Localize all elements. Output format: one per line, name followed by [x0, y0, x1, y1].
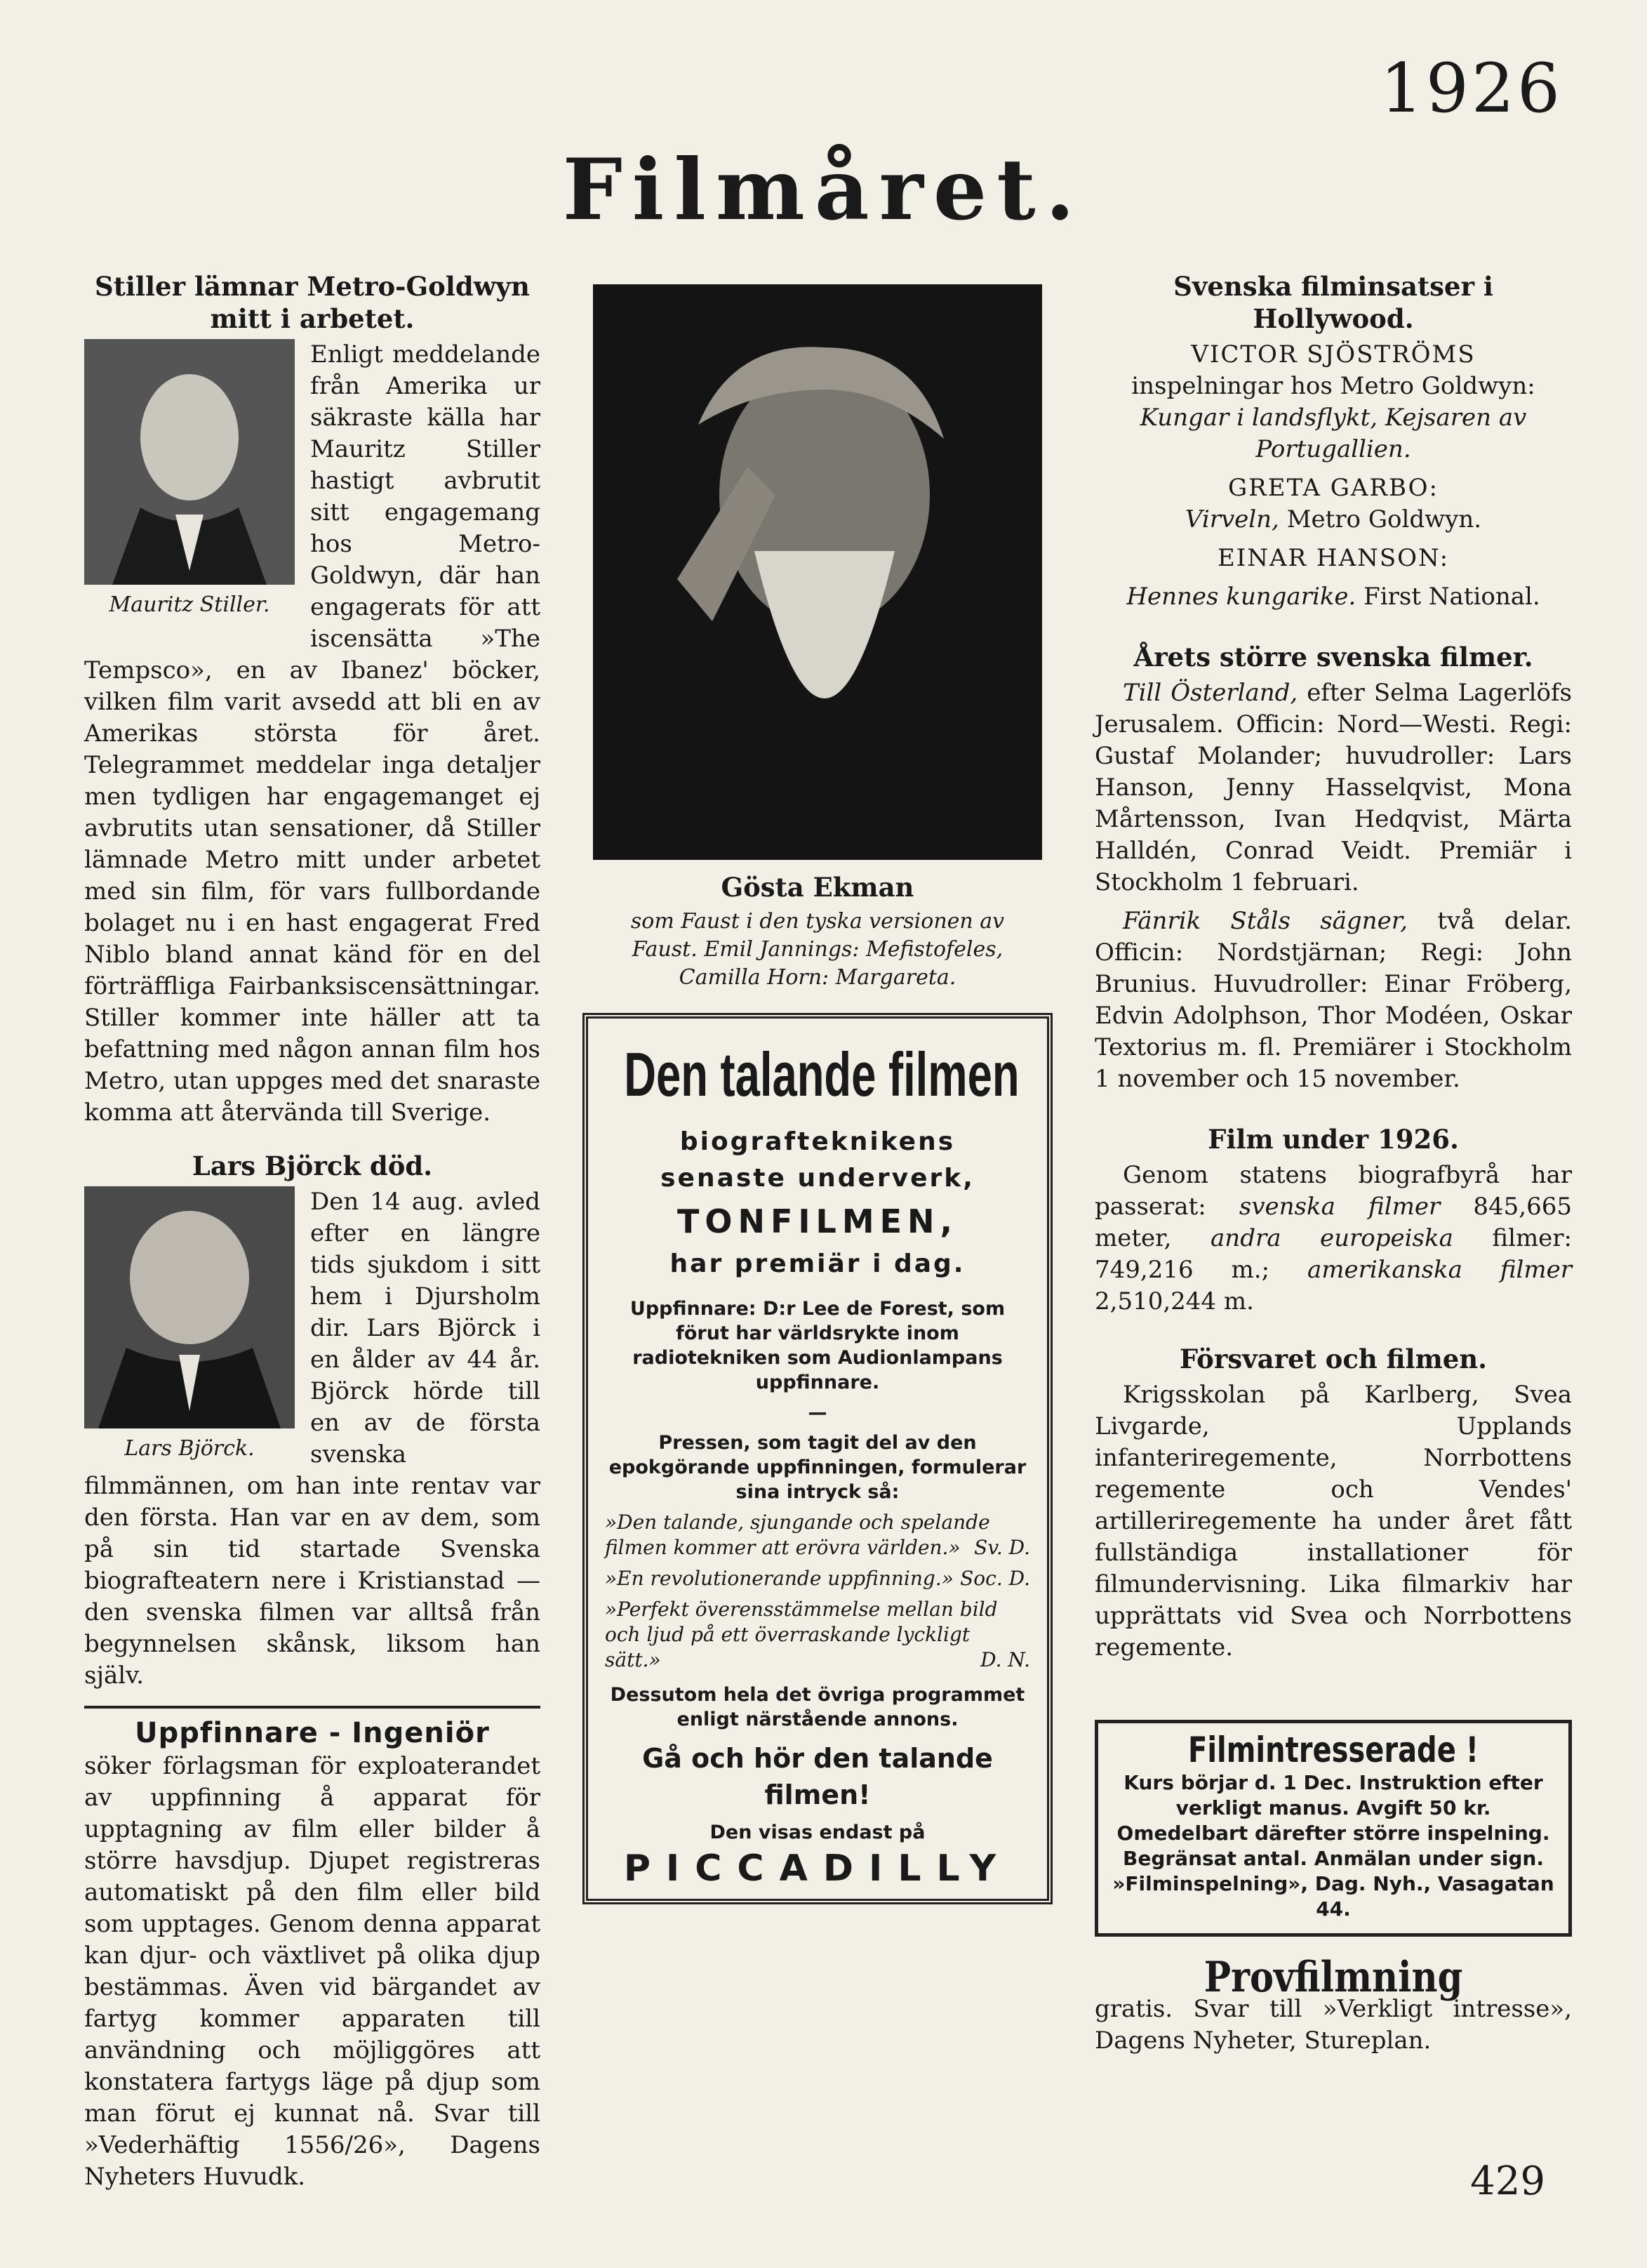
garbo-film: Virveln,	[1185, 505, 1279, 533]
forsvaret-heading: Försvaret och filmen.	[1179, 1344, 1488, 1374]
film2-text: två delar. Officin: Nordstjärnan; Regi: John Brunius. Huvudroller: Einar Fröberg, Edvin Adolphson, Thor Modéen, Oskar Textorius m. fl. Premiärer i Stockholm 1 november och 15 november.	[1095, 907, 1572, 1093]
portrait-icon	[84, 339, 295, 585]
middle-column	[582, 284, 1053, 1904]
sjostrom-name: VICTOR SJÖSTRÖMS	[1191, 340, 1476, 369]
provfilmning-heading: Provfilmning	[1203, 1953, 1463, 2002]
film1-entry	[1095, 677, 1572, 898]
year: 1926	[1380, 49, 1563, 128]
film1-text: efter Selma Lagerlöfs Jerusalem. Officin: Nord—Westi. Regi: Gustaf Molander; huvudroller: Lars Hanson, Jenny Hasselqvist, Mona Mårtensson, Ivan Hedqvist, Märta Halldén, Conrad Veidt. Premiär i Stockholm 1 februari.	[1095, 679, 1572, 896]
ad-call: Gå och hör den talande filmen!	[642, 1743, 993, 1810]
garbo-line	[1095, 504, 1572, 536]
hanson-studio: First National.	[1363, 583, 1540, 611]
andra-value: filmer: 749,216 m.;	[1095, 1224, 1573, 1284]
ad-inventor: Uppfinnare: D:r Lee de Forest, som förut har världsrykte inom radiotekniken som Audionlampans uppfinnare.	[629, 1298, 1006, 1393]
amer-label: amerikanska filmer	[1307, 1256, 1573, 1284]
stiller-text: Enligt meddelande från Amerika ur säkraste källa har Mauritz Stiller hastigt avbrutit sitt engagemang hos Metro-Goldwyn, där han engagerats för att iscensätta »The Tempsco», en av Ibanez' böcker, vilken film varit avsedd att bli en av Amerikas största för året. Telegrammet meddelar inga detaljer men tydligen har engagemanget ej avbrutits utan sensationer, då Stiller lämnade Metro mitt under arbetet med sin film, för vars fullbordande bolaget nu i en hast engagerat Fred Niblo bland annat känd för en del förträffliga Fairbanksiscensättningar. Stiller kommer inte häller att ta befattning med någon annan film hos Metro, utan uppges med det snaraste komma att återvända till Sverige.	[84, 340, 540, 1127]
ad-venue: PICCADILLY	[623, 1848, 1012, 1890]
amer-value: 2,510,244 m.	[1095, 1287, 1254, 1315]
ad-line-1: biografteknikens	[679, 1127, 956, 1156]
forsvaret-text: Krigsskolan på Karlberg, Svea Livgarde, Upplands infanteriregemente, Norrbottens regemente och Vendes' artilleriregemente ha under året fått fullständiga installationer för filmundervisning. Lika filmarkiv har upprättats vid Svea och Norrbottens regemente.	[1095, 1381, 1572, 1662]
ad-line-4: har premiär i dag.	[669, 1249, 966, 1278]
film1926-text	[1095, 1160, 1572, 1318]
ad-line-3: TONFILMEN,	[676, 1202, 958, 1240]
ekman-photo	[593, 284, 1042, 860]
sjostrom-text: inspelningar hos Metro Goldwyn:	[1131, 372, 1535, 400]
storre-heading: Årets större svenska filmer.	[1133, 642, 1533, 672]
ekman-name: Gösta Ekman	[721, 872, 914, 903]
ad-press-intro: Pressen, som tagit del av den epokgörande uppfinningen, formulerar sina intryck så:	[608, 1432, 1027, 1503]
svenska-label: svenska filmer	[1239, 1193, 1441, 1221]
svenska-value: 845,665 meter,	[1095, 1193, 1572, 1252]
portrait-icon	[593, 284, 1042, 860]
ad-quote	[605, 1510, 1030, 1560]
hanson-film: Hennes kungarike.	[1126, 583, 1356, 611]
film2-title: Fänrik Ståls sägner,	[1123, 907, 1408, 935]
bjorck-caption: Lars Björck.	[124, 1436, 255, 1461]
quote-source: Sv. D.	[974, 1536, 1030, 1559]
stiller-photo	[84, 339, 295, 621]
stiller-heading: Stiller lämnar Metro-Goldwyn mitt i arbetet.	[95, 271, 530, 334]
andra-label: andra europeiska	[1211, 1224, 1453, 1252]
ad-quote	[605, 1566, 1030, 1591]
uppfinnare-text: söker förlagsman för exploaterandet av uppfinning å apparat för upptagning av film eller bilder å större havsdjup. Djupet registreras automatiskt på den film eller bild som upptages. Genom denna apparat kan djur- och växtlivet på olika djup bestämmas. Även vid bärgandet av fartyg kommer apparaten till användning och möjliggöres att konstatera fartygs läge på djup som man förut ej kunnat nå. Svar till »Vederhäftig 1556/26», Dagens Nyheters Huvudk.	[84, 1752, 540, 2191]
hanson-name: EINAR HANSON:	[1217, 544, 1450, 572]
provfilmning-text: gratis. Svar till »Verkligt intresse», Dagens Nyheter, Stureplan.	[1095, 1995, 1572, 2055]
filmintresserade-text: Kurs börjar d. 1 Dec. Instruktion efter verkligt manus. Avgift 50 kr. Omedelbart därefter större inspelning. Begränsat antal. Anmälan under sign. »Filminspelning», Dag. Nyh., Vasagatan 44.	[1112, 1771, 1554, 1921]
page-number: 429	[1470, 2158, 1545, 2204]
uppfinnare-heading: Uppfinnare - Ingeniör	[135, 1717, 490, 1749]
garbo-studio: Metro Goldwyn.	[1286, 505, 1482, 533]
film2-entry	[1095, 906, 1572, 1095]
bjorck-photo	[84, 1186, 295, 1464]
portrait-image	[84, 339, 295, 585]
hanson-line	[1095, 581, 1572, 613]
ekman-caption: som Faust i den tyska versionen av Faust. Emil Jannings: Mefistofeles, Camilla Horn: Margareta.	[630, 909, 1005, 990]
left-column	[84, 270, 540, 2193]
ad-shown: Den visas endast på	[709, 1822, 926, 1843]
ad-dash: —	[808, 1402, 827, 1424]
right-column	[1095, 270, 1572, 2057]
hollywood-heading: Svenska filminsatser i Hollywood.	[1173, 271, 1493, 334]
quote-text: »En revolutionerande uppfinning.»	[605, 1567, 954, 1590]
sjostrom-films: Kungar i landsflykt, Kejsaren av Portugallien.	[1140, 404, 1527, 463]
film1926-intro: Genom statens biografbyrå har passerat:	[1095, 1161, 1572, 1221]
quote-source: Soc. D.	[960, 1567, 1030, 1590]
garbo-name: GRETA GARBO:	[1227, 474, 1439, 502]
quote-source: D. N.	[980, 1648, 1030, 1671]
bjorck-heading: Lars Björck död.	[192, 1150, 433, 1181]
ad-line-2: senaste underverk,	[660, 1164, 975, 1193]
portrait-icon	[84, 1186, 295, 1428]
divider	[84, 1706, 540, 1709]
talande-filmen-ad	[582, 1013, 1053, 1904]
bjorck-text: Den 14 aug. avled efter en längre tids sjukdom i sitt hem i Djursholm dir. Lars Björck i en ålder av 44 år. Björck hörde till en av de första svenska filmmännen, om han inte rentav var den första. Han var en av dem, som på sin tid startade Svenska biografteatern nere i Kristianstad — den svenska filmen var alltså från begynnelsen skånsk, liksom han själv.	[84, 1188, 540, 1690]
quote-text: »Den talande, sjungande och spelande filmen kommer att erövra världen.»	[605, 1511, 990, 1559]
ad-headline: Den talande filmen	[624, 1040, 1020, 1109]
filmintresserade-ad	[1095, 1720, 1572, 1937]
ad-program: Dessutom hela det övriga programmet enligt närstående annons.	[610, 1684, 1025, 1730]
film1-title: Till Österland,	[1123, 679, 1298, 707]
portrait-image	[84, 1186, 295, 1428]
quote-text: »Perfekt överensstämmelse mellan bild och ljud på ett överraskande lyckligt sätt.»	[605, 1598, 998, 1671]
filmintresserade-heading: Filmintresserade !	[1188, 1730, 1479, 1770]
ad-quote	[605, 1597, 1030, 1673]
page-title: Filmåret.	[562, 140, 1085, 239]
film1926-heading: Film under 1926.	[1208, 1124, 1459, 1155]
stiller-caption: Mauritz Stiller.	[109, 592, 270, 617]
